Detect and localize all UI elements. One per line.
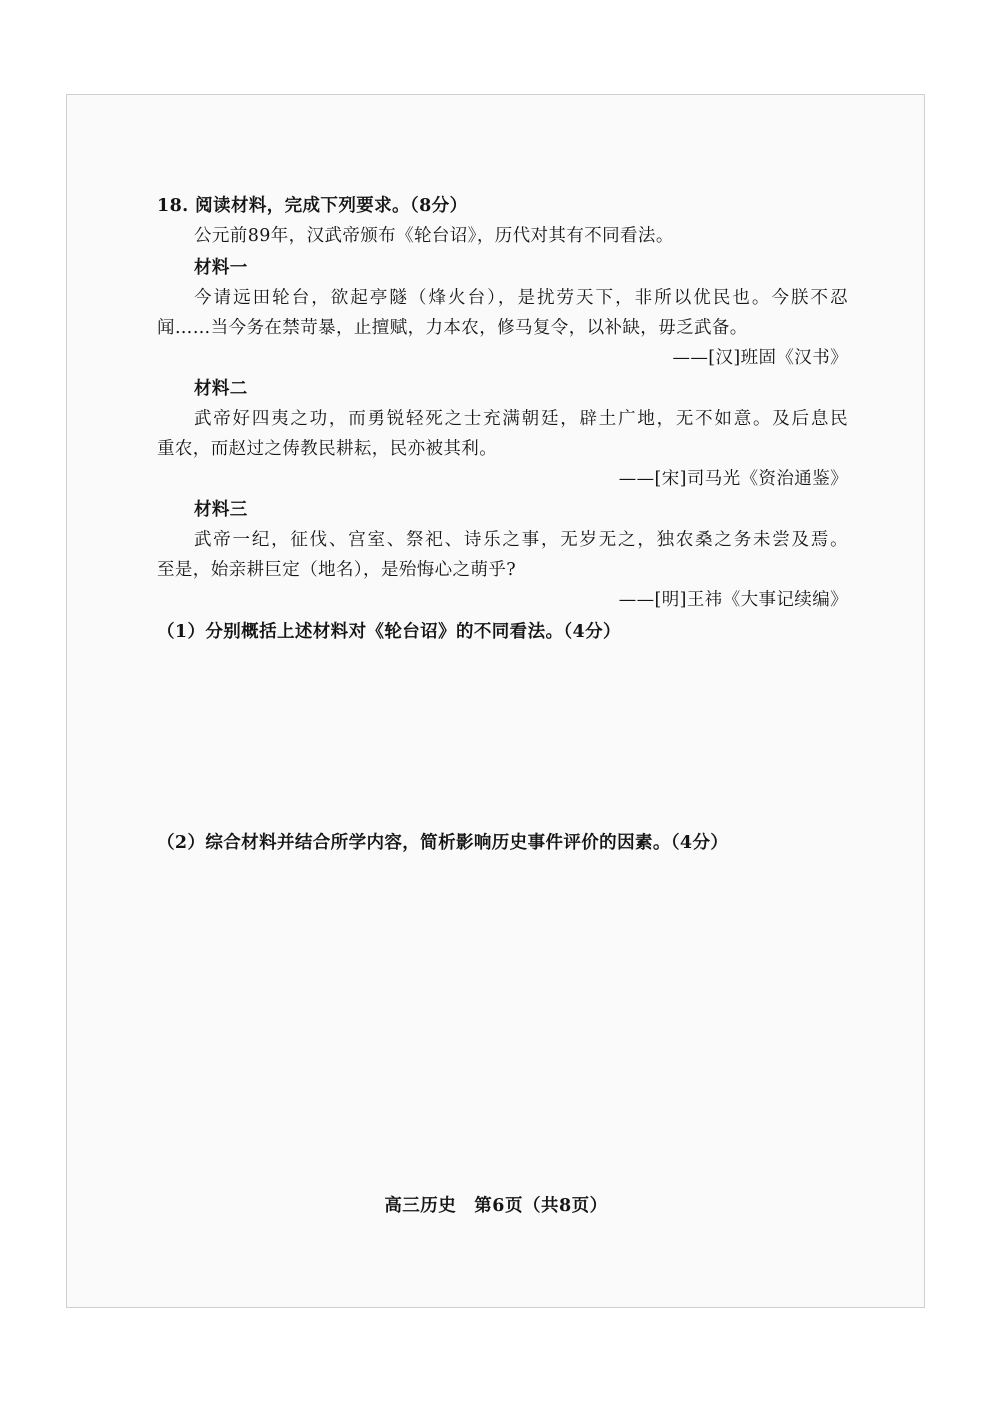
material-1-line-2: 闻……当今务在禁苛暴，止擅赋，力本农，修马复令，以补缺，毋乏武备。 <box>157 318 748 338</box>
material-1-label: 材料一 <box>194 258 248 278</box>
material-3-source: ——[明]王祎《大事记续编》 <box>618 590 848 610</box>
question-intro: 公元前89年，汉武帝颁布《轮台诏》，历代对其有不同看法。 <box>194 226 674 246</box>
material-2-label: 材料二 <box>194 379 248 399</box>
material-2-line-2: 重农，而赵过之俦教民耕耘，民亦被其利。 <box>157 439 498 459</box>
material-3-line-1: 武帝一纪，征伐、宫室、祭祀、诗乐之事，无岁无之，独农桑之务未尝及焉。 <box>194 530 848 550</box>
sub-question-1: （1）分别概括上述材料对《轮台诏》的不同看法。（4分） <box>157 622 621 642</box>
page-footer: 高三历史 第6页（共8页） <box>384 1196 608 1216</box>
sub-question-2: （2）综合材料并结合所学内容，简析影响历史事件评价的因素。（4分） <box>157 833 729 853</box>
material-2-line-1: 武帝好四夷之功，而勇锐轻死之士充满朝廷，辟土广地，无不如意。及后息民 <box>194 409 848 429</box>
material-2-source: ——[宋]司马光《资治通鉴》 <box>618 469 848 489</box>
material-1-line-1: 今请远田轮台，欲起亭隧（烽火台），是扰劳天下，非所以优民也。今朕不忍 <box>194 288 848 308</box>
material-3-line-2: 至是，始亲耕巨定（地名），是殆悔心之萌乎? <box>157 560 517 580</box>
material-3-label: 材料三 <box>194 500 248 520</box>
material-1-source: ——[汉]班固《汉书》 <box>672 348 848 368</box>
question-title: 18. 阅读材料，完成下列要求。（8分） <box>157 196 468 216</box>
